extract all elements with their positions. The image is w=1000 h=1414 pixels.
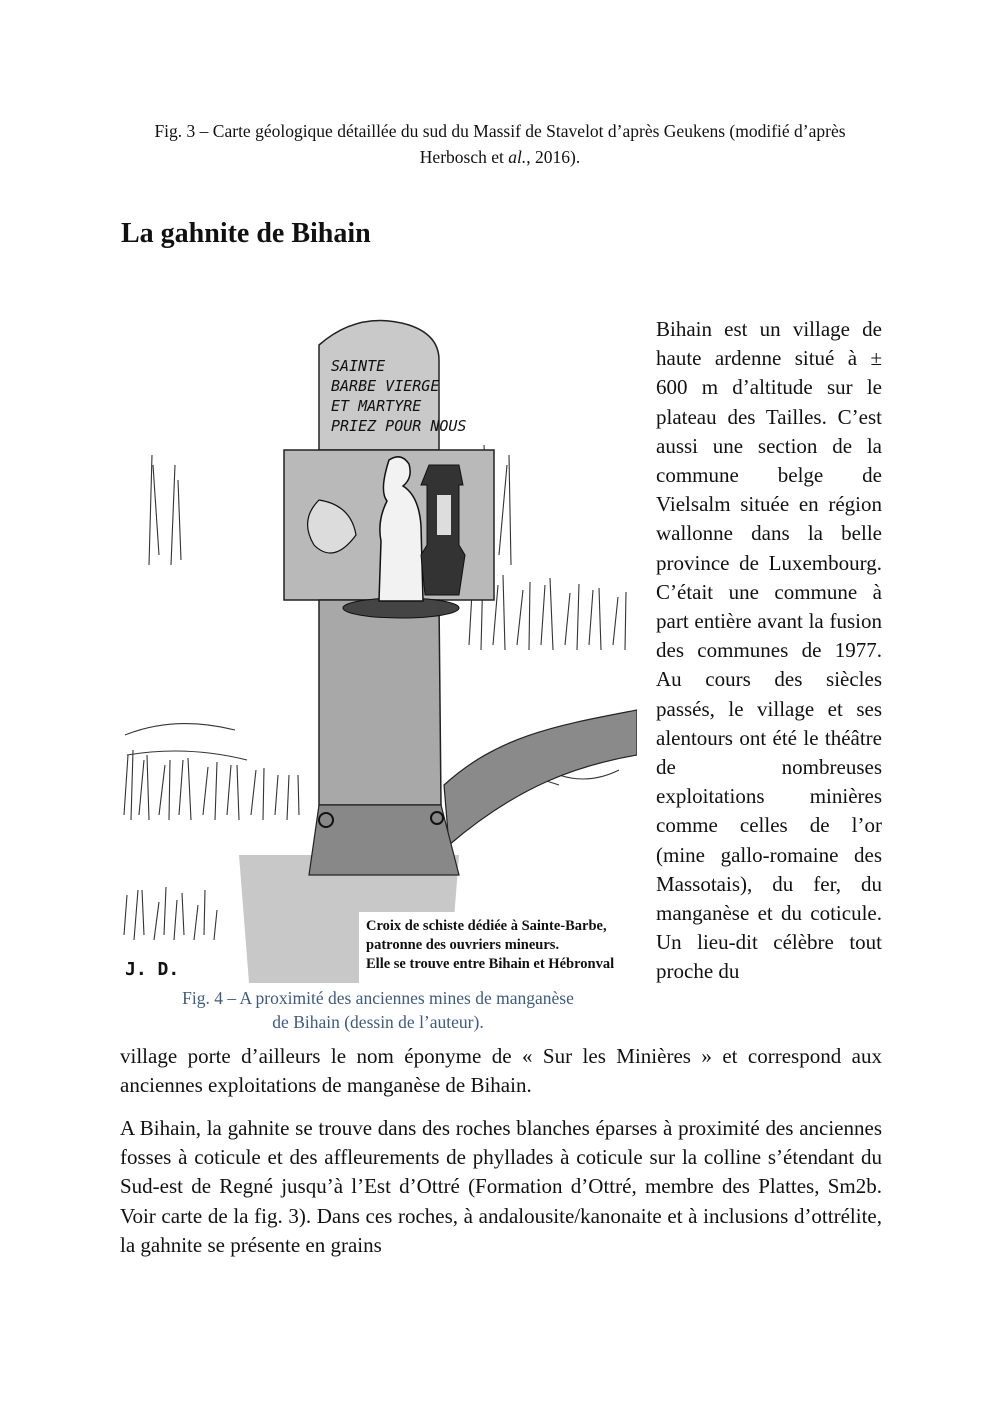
fig4-caption-line1: Fig. 4 – A proximité des anciennes mines de manganèse <box>182 988 574 1008</box>
section-heading: La gahnite de Bihain <box>121 218 371 249</box>
inscription-line: PRIEZ POUR NOUS <box>331 417 467 435</box>
paragraph-gahnite: A Bihain, la gahnite se trouve dans des roches blanches éparses à proximité des anciennes fosses à coticule et des affleurements de phyllades à coticule sur la colline s’étendant du Sud-est de Regné jusqu’à l’Est d’Ottré (Formation d’Ottré, membre des Plattes, Sm2b. Voir carte de la fig. 3). Dans ces roches, à andalousite/kanonaite et à inclusions d’ottrélite, la gahnite se présente en grains <box>120 1116 882 1257</box>
fig3-caption-text: Fig. 3 – Carte géologique détaillée du sud du Massif de Stavelot d’après Geukens (modifié d’après Herbosch et <box>154 121 846 167</box>
note-line: Elle se trouve entre Bihain et Hébronval <box>366 956 615 972</box>
fig4-caption <box>119 986 637 1034</box>
fig3-caption-end: , 2016). <box>526 147 581 167</box>
note-line: patronne des ouvriers mineurs. <box>366 937 560 953</box>
side-paragraph: Bihain est un village de haute ardenne situé à ± 600 m d’altitude sur le plateau des Tailles. C’est aussi une section de la commune belge de Vielsalm située en région wallonne dans la belle province de Luxembourg. C’était une commune à part entière avant la fusion des communes de 1977. Au cours des siècles passés, le village et ses alentours ont été le théâtre de nombreuses exploitations minières comme celles de l’or (mine gallo-romaine des Massotais), du fer, du manganèse et du coticule. Un lieu-dit célèbre tout proche du <box>656 317 882 984</box>
inscription-line: BARBE VIERGE <box>331 377 440 395</box>
fig4-caption-line2: de Bihain (dessin de l’auteur). <box>272 1012 484 1032</box>
note-line: Croix de schiste dédiée à Sainte-Barbe, <box>366 918 607 934</box>
cross-shaft <box>319 600 441 805</box>
fig3-caption-italic: al. <box>508 147 527 167</box>
signature: J. D. <box>125 959 180 980</box>
tower-window <box>437 495 451 535</box>
inscription-line: SAINTE <box>331 357 386 375</box>
inscription-line: ET MARTYRE <box>331 397 422 415</box>
figure-drawing <box>119 315 637 983</box>
cross-drawing <box>119 315 637 983</box>
fig3-caption <box>120 118 880 170</box>
tree-trunk <box>444 710 637 845</box>
continuation-paragraph: village porte d’ailleurs le nom éponyme de « Sur les Minières » et correspond aux anciennes exploitations de manganèse de Bihain. <box>120 1044 882 1098</box>
